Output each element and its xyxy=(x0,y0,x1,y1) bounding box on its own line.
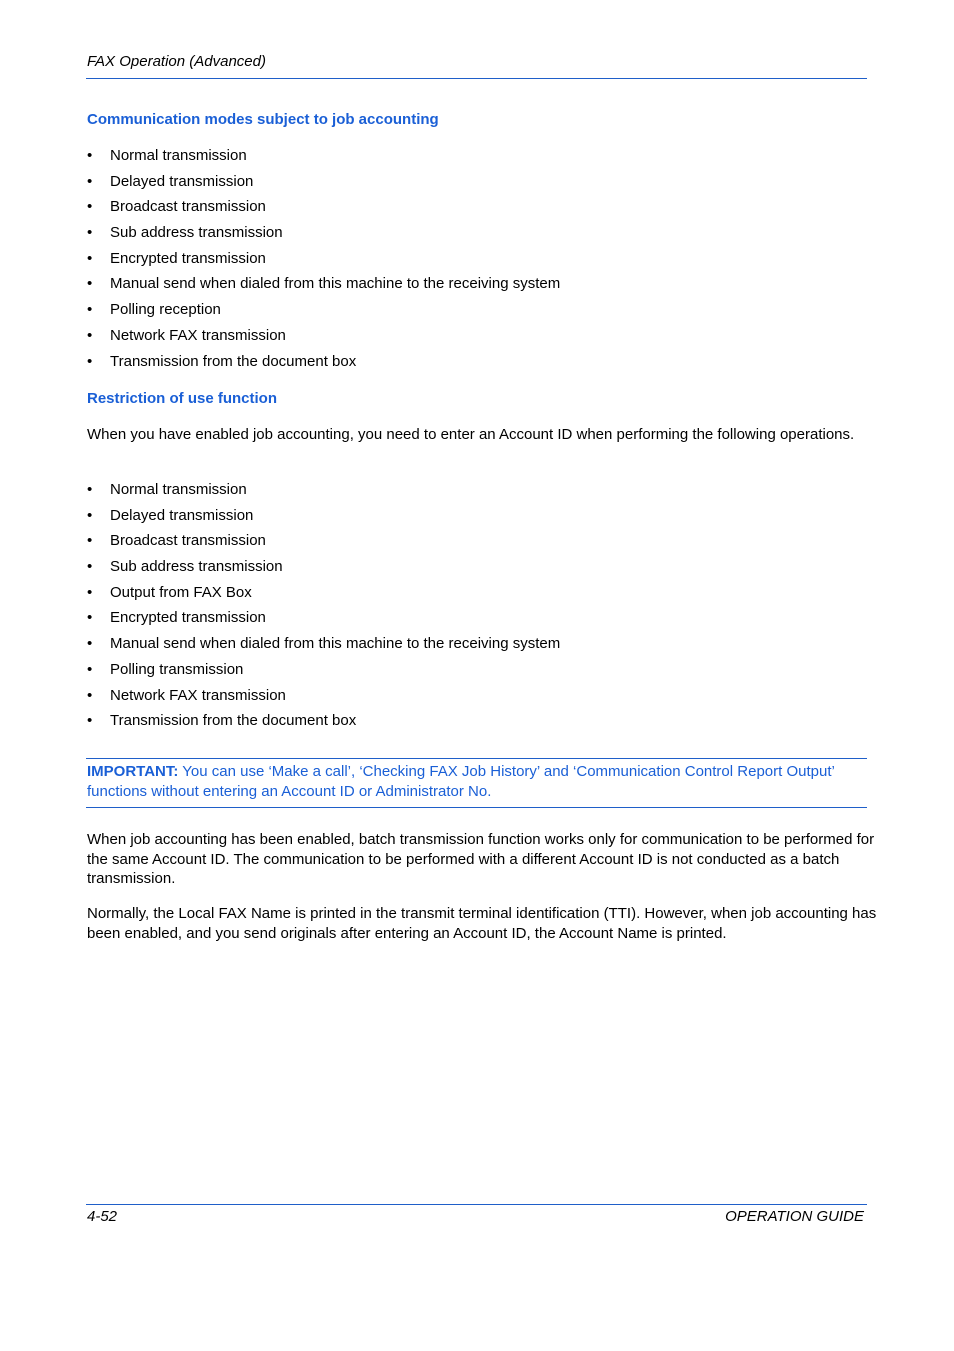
bullet-icon: • xyxy=(87,506,93,524)
section-heading-communication-modes: Communication modes subject to job accounting xyxy=(87,111,439,128)
guide-name: OPERATION GUIDE xyxy=(725,1208,864,1225)
bullet-icon: • xyxy=(87,301,93,319)
bullet-icon: • xyxy=(87,275,93,293)
important-top-rule xyxy=(86,758,867,759)
bullet-icon: • xyxy=(87,583,93,601)
list-item: • Sub address transmission xyxy=(87,558,283,576)
list-item: • Encrypted transmission xyxy=(87,249,266,267)
bullet-icon: • xyxy=(87,481,93,498)
batch-transmission-paragraph: When job accounting has been enabled, batch transmission function works only for communication to be performed for the same Account ID. The communication to be performed with a different Account ID is not conducted as a batch transmission. xyxy=(87,831,875,887)
list-item: • Transmission from the document box xyxy=(87,352,357,370)
bullet-icon: • xyxy=(87,172,93,190)
bullet-icon: • xyxy=(87,712,93,730)
section-heading-restriction: Restriction of use function xyxy=(87,390,278,407)
list-item: • Delayed transmission xyxy=(87,172,254,190)
bullet-icon: • xyxy=(87,326,93,344)
bullet-icon: • xyxy=(87,660,93,678)
list-item: • Manual send when dialed from this machine to the receiving system xyxy=(87,275,561,293)
bullet-icon: • xyxy=(87,686,93,704)
bullet-icon: • xyxy=(87,532,93,550)
list-item: • Sub address transmission xyxy=(87,224,283,242)
list-item: • Encrypted transmission xyxy=(87,609,266,627)
page-number: 4-52 xyxy=(87,1208,118,1225)
list-item: • Polling reception xyxy=(87,301,221,319)
important-bottom-rule xyxy=(86,807,867,808)
list-item: • Normal transmission xyxy=(87,147,247,164)
list-item: • Transmission from the document box xyxy=(87,712,357,730)
list-item: • Network FAX transmission xyxy=(87,686,286,704)
restriction-list xyxy=(87,481,560,738)
bullet-icon: • xyxy=(87,352,93,370)
list-item: • Broadcast transmission xyxy=(87,198,266,216)
page-header-title: FAX Operation (Advanced) xyxy=(87,53,266,70)
list-item: • Delayed transmission xyxy=(87,506,254,524)
communication-modes-list xyxy=(87,147,560,378)
list-item: • Output from FAX Box xyxy=(87,583,252,601)
list-item: • Manual send when dialed from this machine to the receiving system xyxy=(87,635,561,653)
bullet-icon: • xyxy=(87,609,93,627)
bullet-icon: • xyxy=(87,558,93,576)
list-item: • Network FAX transmission xyxy=(87,326,286,344)
list-item: • Normal transmission xyxy=(87,481,247,498)
bullet-icon: • xyxy=(87,198,93,216)
important-text: You can use ‘Make a call’, ‘Checking FAX Job History’ and ‘Communication Control Report Output’ functions without entering an Account ID or Administrator No. xyxy=(87,763,835,800)
header-rule xyxy=(86,78,867,79)
list-item: • Broadcast transmission xyxy=(87,532,266,550)
bullet-icon: • xyxy=(87,224,93,242)
footer-rule xyxy=(86,1204,867,1205)
important-note xyxy=(87,762,867,802)
bullet-icon: • xyxy=(87,635,93,653)
list-item: • Polling transmission xyxy=(87,660,244,678)
important-label: IMPORTANT: xyxy=(87,763,179,780)
local-fax-name-paragraph: Normally, the Local FAX Name is printed in the transmit terminal identification (TTI). However, when job accounting has been enabled, and you send originals after entering an Account ID, the Account Name is printed. xyxy=(87,905,877,942)
bullet-icon: • xyxy=(87,147,93,164)
bullet-icon: • xyxy=(87,249,93,267)
restriction-intro-paragraph: When you have enabled job accounting, you need to enter an Account ID when performing the following operations. xyxy=(87,426,855,443)
